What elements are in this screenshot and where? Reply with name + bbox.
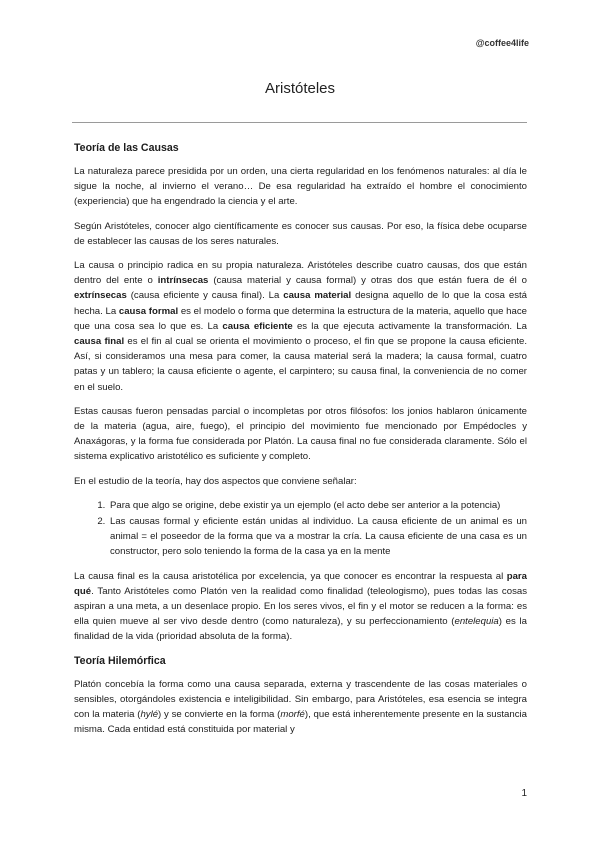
bold-term: intrínsecas (157, 275, 209, 287)
text-run: (causa eficiente y causa final). La (126, 290, 284, 302)
text-run: Platón concebía la forma como una causa separada, externa y trascendente de las cosas materiales o sensibles, otorgándoles existencia e inteligibilidad. Sin embargo, para Aristóteles, esa esencia se integra con la materia ( (74, 678, 527, 721)
text-run: La causa final es la causa aristotélica por excelencia, ya que conocer es encontrar la respuesta al (74, 570, 507, 582)
bold-term: causa formal (118, 305, 179, 317)
paragraph (74, 258, 527, 395)
paragraph (74, 677, 527, 738)
text-run: designa aquello de lo que la cosa está hecha. La (74, 290, 528, 317)
list-item: 1. Para que algo se origine, debe existir ya un ejemplo (el acto debe ser anterior a la potencia) (108, 498, 527, 513)
title-divider (72, 122, 527, 123)
bold-term: extrínsecas (74, 290, 127, 302)
paragraph (74, 164, 527, 210)
italic-term: hylé (140, 709, 159, 721)
text-run: Estas causas fueron pensadas parcial o incompletas por otros filósofos: los jonios hablaron únicamente de la materia (agua, aire, fuego), el principio del movimiento fue mencionado por Empédocles y Anaxágoras, y la forma fue considerada por Platón. La causa final no fue considerada claramente. Sólo el sistema explicativo aristotélico es suficiente y completo. (74, 405, 527, 463)
text-run: Según Aristóteles, conocer algo científicamente es conocer sus causas. Por eso, la física debe ocuparse de establecer las causas de los seres naturales. (74, 220, 527, 247)
page-number: 1 (521, 788, 527, 799)
text-run: ) y se convierte en la forma ( (158, 709, 281, 721)
paragraph (74, 569, 527, 645)
text-run: En el estudio de la teoría, hay dos aspectos que conviene señalar: (74, 475, 357, 487)
text-run: . Tanto Aristóteles como Platón ven la realidad como finalidad (teleologismo), pues todas las cosas aspiran a una meta, a un desenlace propio. En los seres vivos, el fin y el motor se reducen a la forma: es ella quien mueve al ser vivo desde dentro (como naturaleza), y su perfeccionamiento ( (74, 585, 527, 628)
paragraph (74, 404, 527, 465)
text-run: es el modelo o forma que determina la estructura de la materia, aquello que hace que una cosa sea lo que es. La (74, 305, 527, 332)
text-run: ) es la finalidad de la vida (prioridad absoluta de la forma). (74, 616, 527, 643)
text-run: es la que ejecuta activamente la transformación. La (292, 320, 527, 332)
paragraph (74, 219, 527, 249)
bold-term: para qué (74, 570, 527, 597)
author-watermark: @coffee4life (475, 38, 529, 48)
page-title: Aristóteles (264, 80, 336, 97)
paragraph (74, 474, 527, 489)
list-item: 2. Las causas formal y eficiente están unidas al individuo. La causa eficiente de un animal es un animal = el poseedor de la forma que va a mostrar la cría. La causa eficiente de una casa es un constructor, pero solo teniendo la forma de la casa ya en la mente (108, 514, 527, 560)
text-run: ), que está inherentemente presente en la sustancia misma. Cada entidad está constituida por material y (74, 709, 527, 736)
bold-term: causa eficiente (222, 320, 293, 332)
section-heading-causas: Teoría de las Causas (74, 142, 179, 154)
bold-term: causa material (283, 290, 352, 302)
document-body (74, 141, 527, 747)
italic-term: entelequia (454, 616, 499, 628)
section-heading-hilemorfica: Teoría Hilemórfica (74, 654, 166, 667)
text-run: La naturaleza parece presidida por un orden, una cierta regularidad en los fenómenos naturales: al día le sigue la noche, al invierno el verano… De esa regularidad ha extraído el hombre el conocimiento (experiencia) que ha engendrado la ciencia y el arte. (74, 166, 527, 208)
text-run: (causa material y causa formal) y otras dos que están fuera de él o (208, 275, 527, 287)
bold-term: causa final (74, 336, 125, 348)
numbered-list (74, 498, 527, 560)
text-run: La causa o principio radica en su propia naturaleza. Aristóteles describe cuatro causas, dos que están dentro del ente o (74, 260, 527, 287)
italic-term: morfé (280, 709, 305, 721)
text-run: es el fin al cual se orienta el movimiento o proceso, el fin que se propone la causa eficiente. Así, si consideramos una mesa para comer, la causa material será la madera; la causa formal, cuatro patas y un tablero; la causa eficiente o agente, el carpintero; su causa final, la conveniencia de no comer en el suelo. (74, 336, 527, 393)
